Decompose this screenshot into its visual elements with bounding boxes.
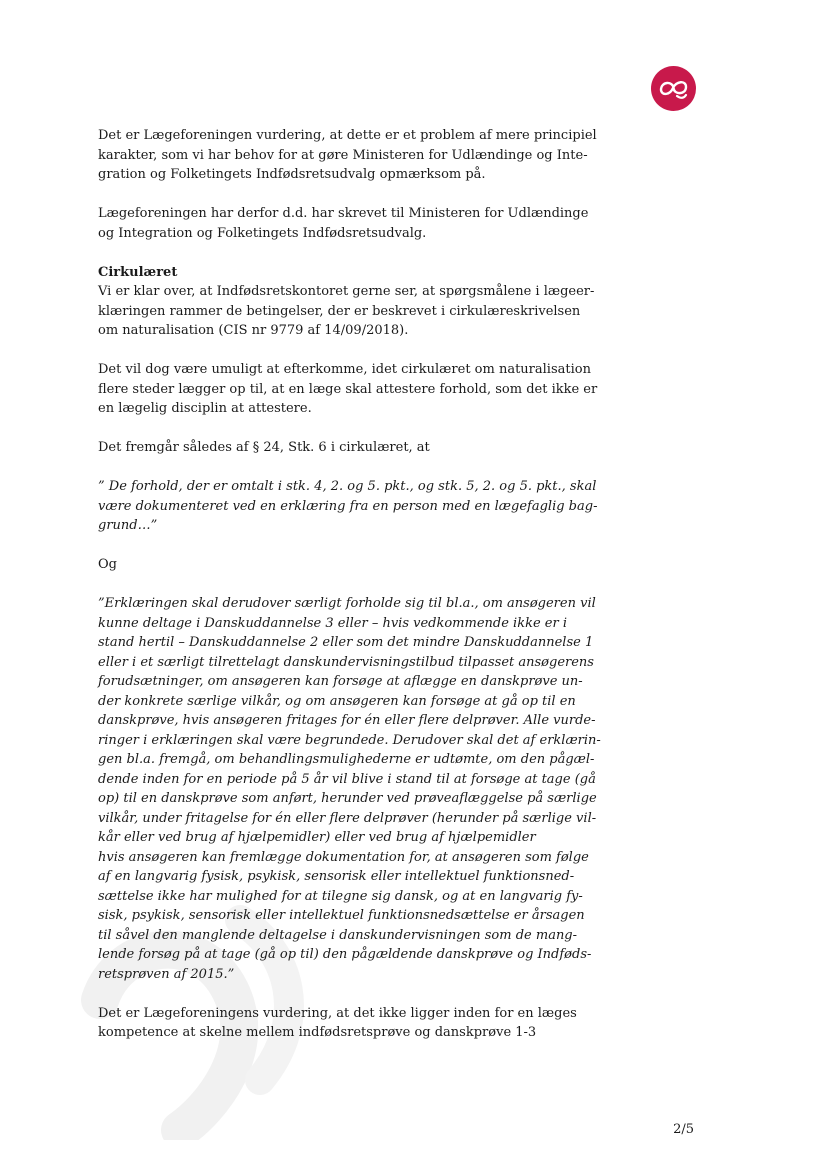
text-line: sættelse ikke har mulighed for at tilegne sig dansk, og at en langvarig fy- xyxy=(98,888,583,904)
text-line: stand hertil – Danskuddannelse 2 eller som det mindre Danskuddannelse 1 xyxy=(98,635,594,650)
text-line: kår eller ved brug af hjælpemidler) eller ved brug af hjælpemidler xyxy=(98,830,536,845)
text-line: ” De forhold, der er omtalt i stk. 4, 2. og 5. pkt., og stk. 5, 2. og 5. pkt., skal xyxy=(98,479,597,494)
letter-body xyxy=(98,126,601,1062)
paragraph xyxy=(98,126,597,185)
text-line: gration og Folketingets Indfødsretsudvalg opmærksom på. xyxy=(98,167,486,182)
text-line: Det fremgår således af § 24, Stk. 6 i cirkulæret, at xyxy=(98,440,430,455)
text-line: der konkrete særlige vilkår, og om ansøgeren kan forsøge at gå op til en xyxy=(98,693,576,709)
text-line: eller i et særligt tilrettelagt danskundervisningstilbud tilpasset ansøgerens xyxy=(98,654,594,670)
text-line: Vi er klar over, at Indfødsretskontoret gerne ser, at spørgsmålene i lægeer- xyxy=(98,284,595,299)
paragraph xyxy=(98,555,578,575)
text-line: lende forsøg på at tage (gå op til) den pågældende danskprøve og Indføds- xyxy=(98,947,592,962)
text-line: og Integration og Folketingets Indfødsretsudvalg. xyxy=(98,225,427,241)
paragraph xyxy=(98,438,578,458)
text-line: Og xyxy=(98,557,117,572)
text-line: Det er Lægeforeningen vurdering, at dette er et problem af mere principiel xyxy=(98,128,597,143)
text-line: Det vil dog være umuligt at efterkomme, idet cirkulæret om naturalisation xyxy=(98,362,591,377)
text-line: ”Erklæringen skal derudover særligt forholde sig til bl.a., om ansøgeren vil xyxy=(98,596,596,611)
text-line: klæringen rammer de betingelser, der er beskrevet i cirkulæreskrivelsen xyxy=(98,303,581,319)
text-line: være dokumenteret ved en erklæring fra en person med en lægefaglig bag- xyxy=(98,498,598,514)
text-line: dende inden for en periode på 5 år vil blive i stand til at forsøge at tage (gå xyxy=(98,771,596,787)
paragraph xyxy=(98,594,601,984)
text-line: flere steder lægger op til, at en læge skal attestere forhold, som det ikke er xyxy=(98,381,598,397)
text-line: af en langvarig fysisk, psykisk, sensorisk eller intellektuel funktionsned- xyxy=(98,869,575,884)
section-heading: Cirkulæret xyxy=(98,264,178,280)
paragraph xyxy=(98,204,589,243)
text-line: karakter, som vi har behov for at gøre Ministeren for Udlændinge og Inte- xyxy=(98,147,588,163)
text-line: Det er Lægeforeningens vurdering, at det ikke ligger inden for en læges xyxy=(98,1005,577,1021)
text-line: kompetence at skelne mellem indfødsretsprøve og danskprøve 1-3 xyxy=(98,1025,537,1040)
page-number: 2/5 xyxy=(673,1122,694,1137)
paragraph xyxy=(98,477,598,536)
text-line: en lægelig disciplin at attestere. xyxy=(98,401,312,416)
paragraph xyxy=(98,360,598,419)
text-line: op) til en danskprøve som anført, herunder ved prøveaflæggelse på særlige xyxy=(98,791,597,806)
text-line: grund…” xyxy=(98,518,158,533)
text-line: forudsætninger, om ansøgeren kan forsøge at aflægge en danskprøve un- xyxy=(98,674,583,689)
text-line: hvis ansøgeren kan fremlægge dokumentation for, at ansøgeren som følge xyxy=(98,849,589,865)
text-line: danskprøve, hvis ansøgeren fritages for én eller flere delprøver. Alle vurde- xyxy=(98,713,596,728)
paragraph xyxy=(98,263,595,341)
laegeforeningen-logo-icon xyxy=(651,66,696,111)
text-line: ringer i erklæringen skal være begrundede. Derudover skal det af erklærin- xyxy=(98,732,601,748)
text-line: vilkår, under fritagelse for én eller flere delprøver (herunder på særlige vil- xyxy=(98,810,597,826)
text-line: til såvel den manglende deltagelse i danskundervisningen som de mang- xyxy=(98,927,578,943)
text-line: sisk, psykisk, sensorisk eller intellektuel funktionsnedsættelse er årsagen xyxy=(98,908,585,923)
paragraph xyxy=(98,1004,578,1043)
text-line: retsprøven af 2015.” xyxy=(98,966,235,982)
text-line: kunne deltage i Danskuddannelse 3 eller – hvis vedkommende ikke er i xyxy=(98,615,567,631)
text-line: om naturalisation (CIS nr 9779 af 14/09/2018). xyxy=(98,323,409,338)
text-line: Lægeforeningen har derfor d.d. har skrevet til Ministeren for Udlændinge xyxy=(98,206,589,221)
text-line: gen bl.a. fremgå, om behandlingsmulighederne er udtømte, om den pågæl- xyxy=(98,752,595,767)
